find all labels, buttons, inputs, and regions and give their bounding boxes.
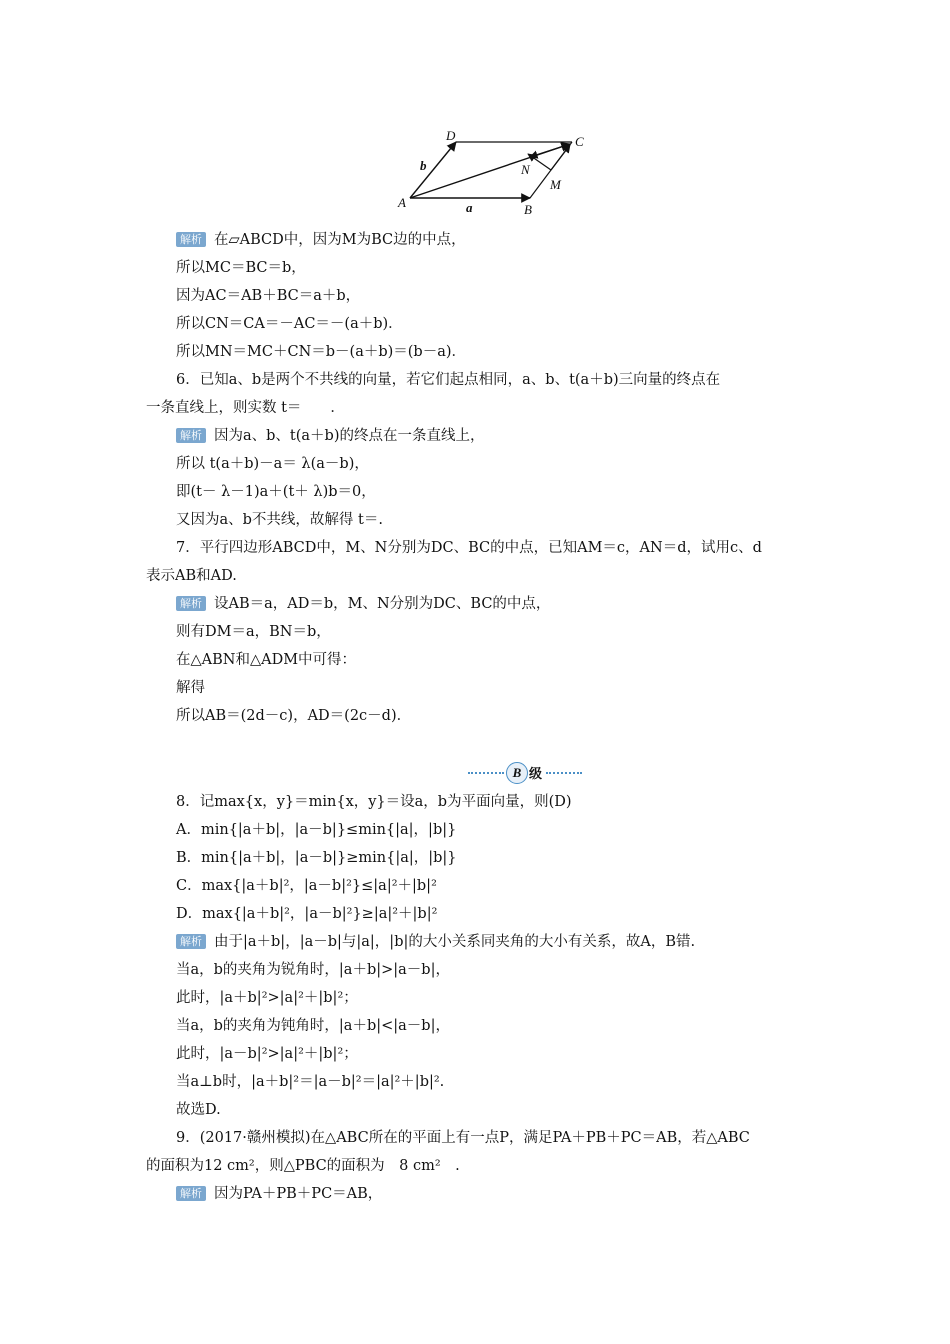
- level-label: 级: [529, 767, 543, 782]
- solution-line: 则有DM＝a，BN＝b，: [176, 624, 331, 640]
- label-b-point: B: [524, 202, 532, 217]
- solution-line: 因为AC＝AB＋BC＝a＋b，: [176, 288, 361, 304]
- solution-tag: 解析: [176, 232, 206, 247]
- divider-dots: [546, 772, 582, 774]
- solution-line: 所以 t(a＋b)－a＝ λ(a－b)，: [176, 456, 369, 472]
- label-m-point: M: [550, 177, 561, 192]
- label-c-point: C: [575, 134, 584, 149]
- label-d-point: D: [446, 128, 456, 143]
- solution-line: 所以CN＝CA＝－AC＝－(a＋b)．: [176, 316, 403, 332]
- solution-line: 即(t－ λ－1)a＋(t＋ λ)b＝0，: [176, 484, 376, 500]
- solution-line: 当a⊥b时，|a＋b|²＝|a－b|²＝|a|²＋|b|².: [176, 1074, 445, 1090]
- solution-line: 此时，|a＋b|²>|a|²＋|b|²；: [176, 990, 358, 1006]
- label-vector-a: a: [466, 200, 473, 215]
- question-9-line: 9．(2017·赣州模拟)在△ABC所在的平面上有一点P，满足PA＋PB＋PC＝AB，若△ABC: [176, 1130, 750, 1146]
- label-vector-b: b: [420, 158, 427, 173]
- solution-line: 解析 设AB＝a，AD＝b，M、N分别为DC、BC的中点，: [176, 594, 856, 614]
- solution-line: 所以MN＝MC＋CN＝b－(a＋b)＝(b－a)．: [176, 344, 467, 360]
- question-7-line: 7．平行四边形ABCD中，M、N分别为DC、BC的中点，已知AM＝c，AN＝d，试用c、d: [176, 540, 762, 556]
- solution-tag: 解析: [176, 934, 206, 949]
- option-a: A．min{|a＋b|，|a－b|}≤min{|a|，|b|}: [176, 822, 457, 838]
- solution-tag: 解析: [176, 596, 206, 611]
- question-6-line: 6．已知a、b是两个不共线的向量，若它们起点相同，a、b、t(a＋b)三向量的终点在: [176, 372, 721, 388]
- solution-line: 又因为a、b不共线，故解得 t＝.: [176, 512, 383, 528]
- solution-line: 当a，b的夹角为锐角时，|a＋b|>|a－b|，: [176, 962, 450, 978]
- section-b-header: [468, 762, 588, 786]
- question-8-line: 8．记max{x，y}＝min{x，y}＝设a，b为平面向量，则(D): [176, 794, 572, 810]
- solution-line: 解析 因为PA＋PB＋PC＝AB，: [176, 1184, 856, 1204]
- solution-tag: 解析: [176, 428, 206, 443]
- solution-line: 解得: [176, 680, 205, 696]
- option-d: D．max{|a＋b|²，|a－b|²}≥|a|²＋|b|²: [176, 906, 438, 922]
- option-c: C．max{|a＋b|²，|a－b|²}≤|a|²＋|b|²: [176, 878, 437, 894]
- parallelogram-figure: [390, 126, 600, 222]
- solution-line: 在△ABN和△ADM中可得：: [176, 652, 357, 668]
- solution-line: 此时，|a－b|²>|a|²＋|b|²；: [176, 1046, 358, 1062]
- solution-line: 当a，b的夹角为钝角时，|a＋b|<|a－b|，: [176, 1018, 450, 1034]
- solution-line: 解析 在▱ABCD中，因为M为BC边的中点，: [176, 230, 856, 250]
- solution-line: 所以MC＝BC＝b，: [176, 260, 306, 276]
- solution-line: 所以AB＝(2d－c)，AD＝(2c－d)．: [176, 708, 412, 724]
- question-6-line: 一条直线上，则实数 t＝ ．: [146, 400, 345, 416]
- vector-cn: [530, 144, 570, 157]
- divider-dots: [468, 772, 504, 774]
- label-n-point: N: [521, 162, 530, 177]
- label-a-point: A: [398, 195, 406, 210]
- question-9-line: 的面积为12 cm²，则△PBC的面积为 8 cm² .: [146, 1158, 460, 1174]
- question-7-line: 表示AB和AD.: [146, 568, 237, 584]
- solution-line: 解析 由于|a＋b|，|a－b|与|a|，|b|的大小关系同夹角的大小有关系，故A，B错.: [176, 932, 856, 952]
- solution-line: 解析 因为a、b、t(a＋b)的终点在一条直线上，: [176, 426, 856, 446]
- solution-tag: 解析: [176, 1186, 206, 1201]
- solution-line: 故选D.: [176, 1102, 221, 1118]
- option-b: B．min{|a＋b|，|a－b|}≥min{|a|，|b|}: [176, 850, 457, 866]
- level-badge: B: [506, 762, 528, 784]
